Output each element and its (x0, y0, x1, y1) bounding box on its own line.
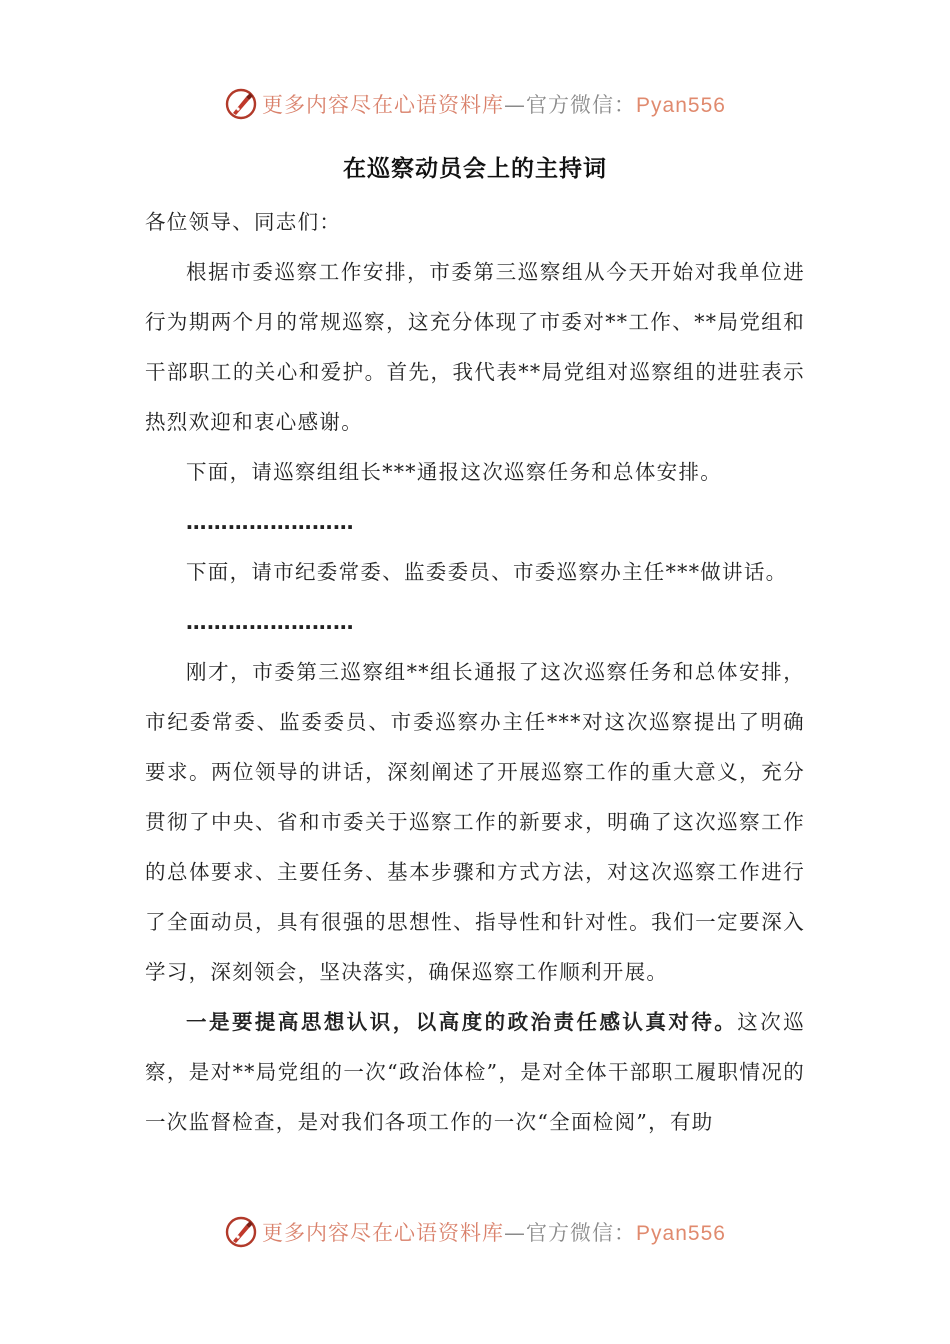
banner-text-main: 更多内容尽在心语资料库 (262, 1221, 505, 1245)
salutation: 各位领导、同志们： (145, 210, 342, 234)
banner-text-wechat-label: —官方微信： (504, 1221, 637, 1245)
banner-text-wechat-id: Pyan556 (636, 1222, 726, 1245)
document-title: 在巡察动员会上的主持词 (343, 156, 607, 182)
paragraph-3: 下面，请市纪委常委、监委委员、市委巡察办主任***做讲话。 (186, 560, 788, 584)
header-watermark-banner (0, 82, 950, 126)
ellipsis-1: …………………… (186, 510, 354, 534)
ellipsis-2: …………………… (186, 610, 354, 634)
paragraph-5-heading: 一是要提高思想认识，以高度的政治责任感认真对待。 (186, 1010, 738, 1034)
document-body (145, 197, 805, 1147)
paragraph-5 (145, 997, 805, 1147)
pen-nib-logo-icon (224, 87, 258, 121)
paragraph-2: 下面，请巡察组组长***通报这次巡察任务和总体安排。 (186, 460, 723, 484)
banner-text-main: 更多内容尽在心语资料库 (262, 93, 505, 117)
pen-nib-logo-icon (224, 1215, 258, 1249)
paragraph-5-text: 这次巡察，是对**局党组的一次“政治体检”，是对全体干部职工履职情况的一次监督检查，是对我们各项工作的一次“全面检阅”，有助 (145, 1010, 806, 1134)
banner-text-wechat-label: —官方微信： (504, 93, 637, 117)
paragraph-1: 根据市委巡察工作安排，市委第三巡察组从今天开始对我单位进行为期两个月的常规巡察，这充分体现了市委对**工作、**局党组和干部职工的关心和爱护。首先，我代表**局党组对巡察组的进驻表示热烈欢迎和衷心感谢。 (145, 260, 805, 434)
paragraph-4: 刚才，市委第三巡察组**组长通报了这次巡察任务和总体安排，市纪委常委、监委委员、市委巡察办主任***对这次巡察提出了明确要求。两位领导的讲话，深刻阐述了开展巡察工作的重大意义，充分贯彻了中央、省和市委关于巡察工作的新要求，明确了这次巡察工作的总体要求、主要任务、基本步骤和方式方法，对这次巡察工作进行了全面动员，具有很强的思想性、指导性和针对性。我们一定要深入学习，深刻领会，坚决落实，确保巡察工作顺利开展。 (145, 660, 805, 984)
banner-text (262, 89, 726, 119)
footer-watermark-banner (0, 1210, 950, 1254)
banner-text-wechat-id: Pyan556 (636, 94, 726, 117)
banner-text (262, 1217, 726, 1247)
